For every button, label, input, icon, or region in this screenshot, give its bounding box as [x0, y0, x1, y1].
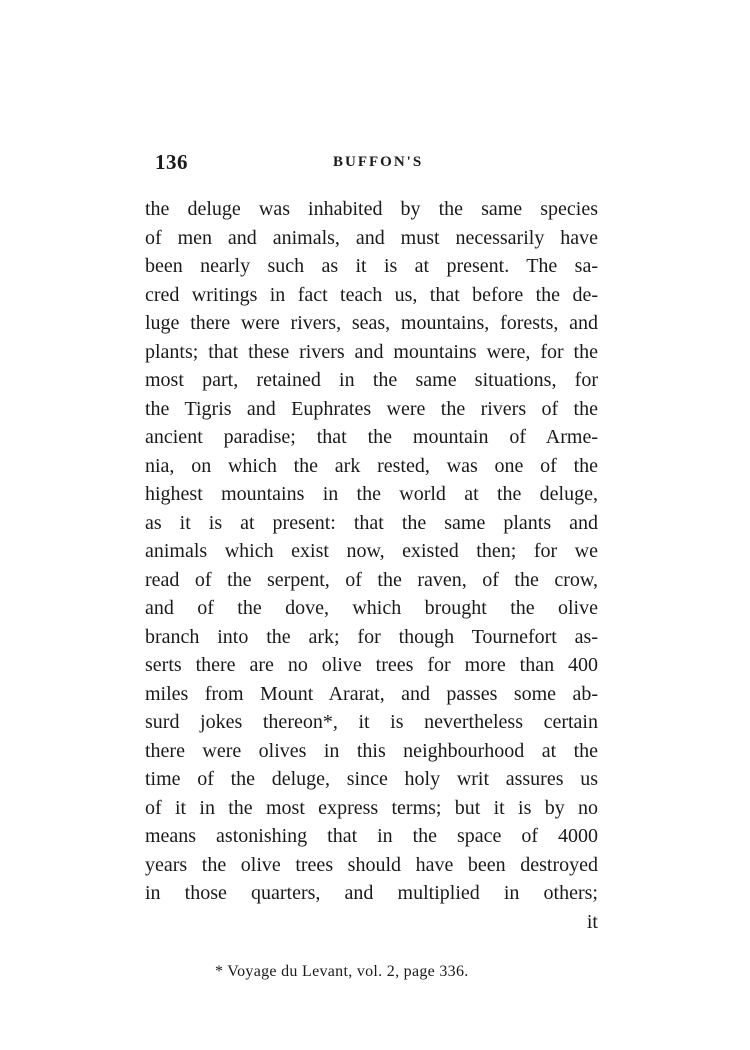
- text-line: in those quarters, and multiplied in others;: [145, 882, 598, 904]
- text-line: most part, retained in the same situations, for: [145, 369, 598, 391]
- text-line: read of the serpent, of the raven, of the crow,: [145, 568, 598, 591]
- text-line: means astonishing that in the space of 4000: [145, 825, 598, 847]
- text-line: luge there were rivers, seas, mountains, forests, and: [145, 312, 598, 334]
- footnote: * Voyage du Levant, vol. 2, page 336.: [215, 963, 469, 980]
- page-number: 136: [155, 150, 188, 174]
- text-line: the Tigris and Euphrates were the rivers of the: [145, 397, 598, 420]
- text-line: animals which exist now, existed then; for we: [145, 540, 598, 562]
- text-line: miles from Mount Ararat, and passes some ab-: [145, 682, 598, 705]
- body-text: [145, 195, 598, 936]
- text-line: time of the deluge, since holy writ assures us: [145, 768, 598, 790]
- text-line: serts there are no olive trees for more than 400: [145, 654, 598, 676]
- text-line: as it is at present: that the same plants and: [145, 511, 598, 534]
- text-line: ancient paradise; that the mountain of Arme-: [145, 426, 598, 448]
- text-line: cred writings in fact teach us, that before the de-: [145, 283, 598, 306]
- running-head: [155, 150, 595, 180]
- text-line: highest mountains in the world at the deluge,: [145, 483, 598, 505]
- running-title: BUFFON'S: [333, 154, 424, 170]
- catchword: it: [586, 910, 598, 933]
- text-line: and of the dove, which brought the olive: [145, 597, 598, 619]
- text-line: plants; that these rivers and mountains were, for the: [145, 340, 598, 363]
- text-line: branch into the ark; for though Tournefort as-: [145, 625, 598, 648]
- text-line: of it in the most express terms; but it is by no: [145, 796, 598, 819]
- text-line: years the olive trees should have been destroyed: [145, 853, 598, 876]
- text-line: surd jokes thereon*, it is nevertheless certain: [145, 711, 598, 733]
- text-line: there were olives in this neighbourhood at the: [145, 739, 598, 762]
- text-line: the deluge was inhabited by the same species: [145, 198, 598, 220]
- text-line: been nearly such as it is at present. The sa-: [145, 255, 598, 277]
- text-line: of men and animals, and must necessarily have: [145, 226, 598, 249]
- text-line: nia, on which the ark rested, was one of the: [145, 454, 598, 477]
